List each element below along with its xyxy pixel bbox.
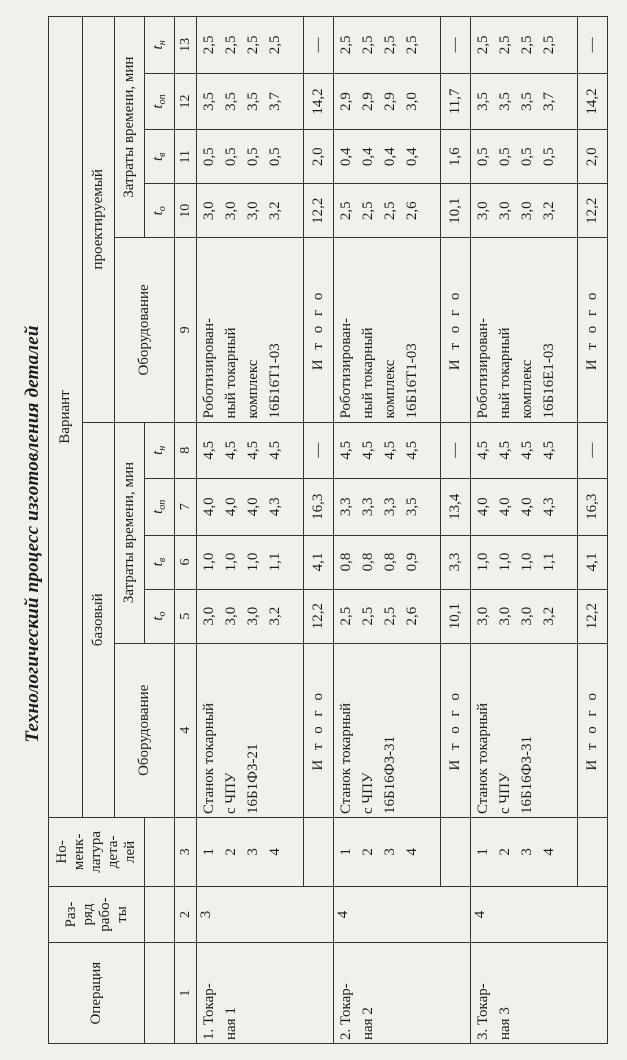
header-operation: Операция	[49, 943, 145, 1044]
projected-time-cell: 2,5 2,5 2,5 2,6	[334, 184, 441, 238]
header-t-op-base: $t_{оп}$	[145, 479, 175, 536]
blank-header	[145, 886, 175, 943]
header-t-n-base: $t_н$	[145, 422, 175, 479]
projected-equipment: Роботизирован- ный токарный комплекс 16Б16Т1-03	[197, 238, 304, 422]
projected-time-cell: 3,5 3,5 3,5 3,7	[471, 73, 578, 130]
base-total-value: 4,1	[578, 535, 608, 589]
work-grade: 3	[197, 886, 334, 943]
blank-header	[145, 818, 175, 887]
projected-total-label: И т о г о	[441, 238, 471, 422]
base-equipment: Станок токарный с ЧПУ 16Б16ФЗ-31	[471, 643, 578, 817]
projected-total-value: 1,6	[441, 130, 471, 184]
detail-numbers: 1 2 3 4	[471, 818, 578, 887]
base-time-cell: 4,0 4,0 4,0 4,3	[471, 479, 578, 536]
projected-time-cell: 2,5 2,5 2,5 2,5	[197, 17, 304, 74]
header-t-op-proj: $t_{оп}$	[145, 73, 175, 130]
col-number: 5	[175, 589, 197, 643]
header-t-v-proj: $t_в$	[145, 130, 175, 184]
base-total-value: —	[304, 422, 334, 479]
total-blank	[304, 818, 334, 887]
operation-name: 1. Токар- ная 1	[197, 943, 334, 1044]
header-basic: базовый	[83, 422, 115, 817]
projected-total-value: 11,7	[441, 73, 471, 130]
col-number: 10	[175, 184, 197, 238]
col-number: 12	[175, 73, 197, 130]
projected-time-cell: 3,0 3,0 3,0 3,2	[471, 184, 578, 238]
projected-total-value: 14,2	[578, 73, 608, 130]
col-number: 4	[175, 643, 197, 817]
projected-total-label: И т о г о	[578, 238, 608, 422]
col-number: 9	[175, 238, 197, 422]
col-number: 8	[175, 422, 197, 479]
base-time-cell: 1,0 1,0 1,0 1,1	[471, 535, 578, 589]
base-time-cell: 4,0 4,0 4,0 4,3	[197, 479, 304, 536]
projected-time-cell: 2,9 2,9 2,9 3,0	[334, 73, 441, 130]
process-table	[48, 16, 608, 1044]
base-time-cell: 4,5 4,5 4,5 4,5	[471, 422, 578, 479]
header-projected: проектируемый	[83, 17, 115, 423]
projected-equipment: Роботизирован- ный токарный комплекс 16Б16Т1-03	[334, 238, 441, 422]
header-variant: Вариант	[49, 17, 83, 818]
table-row	[471, 17, 578, 1044]
header-t-o-base: $t_о$	[145, 589, 175, 643]
base-time-cell: 4,5 4,5 4,5 4,5	[197, 422, 304, 479]
projected-total-value: 12,2	[304, 184, 334, 238]
header-base-equipment: Оборудование	[115, 643, 175, 817]
header-t-o-proj: $t_о$	[145, 184, 175, 238]
base-total-value: 13,4	[441, 479, 471, 536]
table-row	[334, 17, 441, 1044]
projected-total-value: —	[304, 17, 334, 74]
base-total-value: 16,3	[578, 479, 608, 536]
header-proj-time: Затраты времени, мин	[115, 17, 145, 238]
base-total-value: —	[578, 422, 608, 479]
base-total-label: И т о г о	[578, 643, 608, 817]
projected-total-label: И т о г о	[304, 238, 334, 422]
operation-name: 2. Токар- ная 2	[334, 943, 471, 1044]
projected-total-value: 2,0	[304, 130, 334, 184]
base-total-label: И т о г о	[304, 643, 334, 817]
base-time-cell: 1,0 1,0 1,0 1,1	[197, 535, 304, 589]
operation-name: 3. Токар- ная 3	[471, 943, 608, 1044]
base-total-value: 4,1	[304, 535, 334, 589]
base-total-value: 16,3	[304, 479, 334, 536]
projected-time-cell: 3,5 3,5 3,5 3,7	[197, 73, 304, 130]
detail-numbers: 1 2 3 4	[334, 818, 441, 887]
base-time-cell: 3,3 3,3 3,3 3,5	[334, 479, 441, 536]
projected-time-cell: 0,5 0,5 0,5 0,5	[197, 130, 304, 184]
base-time-cell: 0,8 0,8 0,8 0,9	[334, 535, 441, 589]
col-number: 6	[175, 535, 197, 589]
projected-time-cell: 2,5 2,5 2,5 2,5	[471, 17, 578, 74]
base-equipment: Станок токарный с ЧПУ 16Б1ФЗ-21	[197, 643, 304, 817]
projected-total-value: 12,2	[578, 184, 608, 238]
base-equipment: Станок токарный с ЧПУ 16Б16ФЗ-31	[334, 643, 441, 817]
detail-numbers: 1 2 3 4	[197, 818, 304, 887]
projected-time-cell: 0,5 0,5 0,5 0,5	[471, 130, 578, 184]
work-grade: 4	[471, 886, 608, 943]
table-body	[197, 17, 608, 1044]
projected-total-value: 10,1	[441, 184, 471, 238]
table-title: Технологический процесс изготовления деталей	[22, 325, 43, 743]
base-total-value: 3,3	[441, 535, 471, 589]
projected-total-value: —	[441, 17, 471, 74]
base-total-value: 10,1	[441, 589, 471, 643]
header-t-v-base: $t_в$	[145, 535, 175, 589]
header-grade: Раз- ряд рабо- ты	[49, 886, 145, 943]
blank-header	[145, 943, 175, 1044]
header-base-time: Затраты времени, мин	[115, 422, 145, 643]
projected-time-cell: 0,4 0,4 0,4 0,4	[334, 130, 441, 184]
projected-time-cell: 2,5 2,5 2,5 2,5	[334, 17, 441, 74]
table-row	[197, 17, 304, 1044]
work-grade: 4	[334, 886, 471, 943]
base-total-label: И т о г о	[441, 643, 471, 817]
base-total-value: 12,2	[304, 589, 334, 643]
col-number: 1	[175, 943, 197, 1044]
header-t-n-proj: $t_н$	[145, 17, 175, 74]
projected-total-value: 14,2	[304, 73, 334, 130]
col-number: 11	[175, 130, 197, 184]
col-number: 2	[175, 886, 197, 943]
total-blank	[578, 818, 608, 887]
projected-total-value: —	[578, 17, 608, 74]
col-number: 13	[175, 17, 197, 74]
base-total-value: 12,2	[578, 589, 608, 643]
base-time-cell: 3,0 3,0 3,0 3,2	[471, 589, 578, 643]
base-time-cell: 4,5 4,5 4,5 4,5	[334, 422, 441, 479]
base-time-cell: 3,0 3,0 3,0 3,2	[197, 589, 304, 643]
col-number: 3	[175, 818, 197, 887]
header-proj-equipment: Оборудование	[115, 238, 175, 422]
base-total-value: —	[441, 422, 471, 479]
projected-equipment: Роботизирован- ный токарный комплекс 16Б16Е1-03	[471, 238, 578, 422]
projected-time-cell: 3,0 3,0 3,0 3,2	[197, 184, 304, 238]
projected-total-value: 2,0	[578, 130, 608, 184]
col-number: 7	[175, 479, 197, 536]
total-blank	[441, 818, 471, 887]
header-nomenclature: Но- менк- латура дета- лей	[49, 818, 145, 887]
base-time-cell: 2,5 2,5 2,5 2,6	[334, 589, 441, 643]
